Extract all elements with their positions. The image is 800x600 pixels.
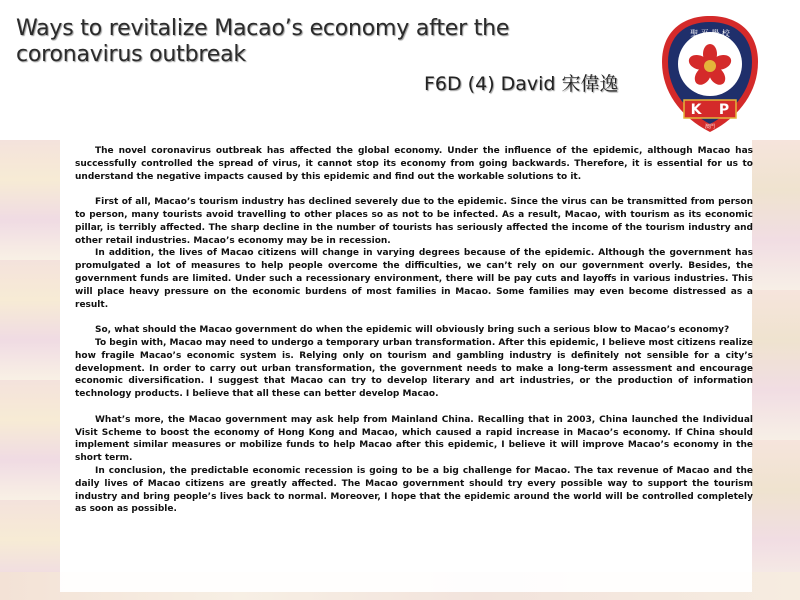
paragraph-3: In addition, the lives of Macao citizens will change in varying degrees because of the epidemic. Although the government has promulgated a lot of measures to help people overcome the difficulties, we can’t rely on our government overly. Besides, the government funds are limited. Under such a recessionary environment, there will be pay cuts and layoffs in various industries. This will place heavy pressure on the economic burdens of most families in Macao. Some families may even become distressed as a result. — [75, 248, 753, 310]
logo-initial-k: K — [690, 102, 702, 118]
paragraph-4: So, what should the Macao government do when the epidemic will obviously bring such a serious blow to Macao’s economy? — [95, 325, 730, 336]
svg-text:澳門: 澳門 — [704, 124, 716, 130]
logo-initial-p: P — [718, 102, 730, 118]
author-label: F6D (4) David 宋偉逸 — [424, 73, 619, 95]
page-title: Ways to revitalize Macao’s economy after the coronavirus outbreak — [16, 16, 510, 67]
paragraph-1: The novel coronavirus outbreak has affected the global economy. Under the influence of the epidemic, although Macao has successfully controlled the spread of virus, it cannot stop its economy from going backwards. Therefore, it is essential for us to understand the negative impacts caused by this epidemic and find out the workable solutions to it. — [75, 146, 753, 182]
background-collage-left — [0, 140, 60, 600]
paragraph-7: In conclusion, the predictable economic recession is going to be a big challenge for Macao. The tax revenue of Macao and the daily lives of Macao citizens are greatly affected. The Macao government should try every possible way to support the tourism industry and bring people’s lives back to normal. Moreover, I hope that the epidemic around the world will be controlled completely as soon as possible. — [75, 465, 753, 515]
paragraph-6: What’s more, the Macao government may ask help from Mainland China. Recalling that in 2003, China launched the Individual Visit Scheme to boost the economy of Hong Kong and Macao, which caused a rapid increase in Macao’s economy. If China should implement similar measures or mobilize funds to help Macao after this epidemic, I believe it will improve Macao’s economy in the short term. — [75, 414, 753, 464]
essay-body — [75, 145, 753, 516]
school-logo — [658, 14, 762, 134]
svg-text:聖 平 學 校: 聖 平 學 校 — [690, 29, 730, 38]
paragraph-2: First of all, Macao’s tourism industry has declined severely due to the epidemic. Since the virus can be transmitted from person to person, many tourists avoid travelling to other places so as not to be infected. As a result, Macao, with tourism as its economic pillar, is terribly affected. The sharp decline in the number of tourists has seriously affected the income of the tourism industry and other retail industries. Macao’s economy may be in recession. — [75, 197, 753, 246]
paragraph-5: To begin with, Macao may need to undergo a temporary urban transformation. After this epidemic, I believe most citizens realize how fragile Macao’s economic system is. Relying only on tourism and gambling industry is definitely not sensible for a city’s development. In order to carry out urban transformation, the government needs to make a long-term assessment and encourage economic diversification. I suggest that Macao can try to develop literary and art industries, or the production of information technology products. I believe that all these can better develop Macao. — [75, 337, 754, 400]
background-collage-right — [752, 140, 800, 600]
